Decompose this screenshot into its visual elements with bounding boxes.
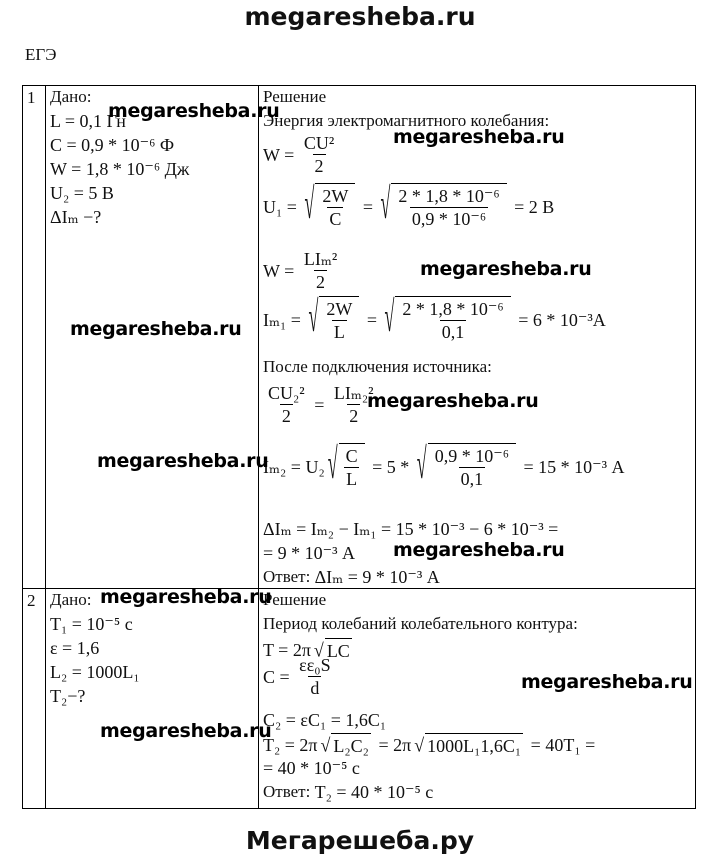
formula <box>263 518 558 540</box>
watermark: megaresheba.ru <box>100 720 272 742</box>
math-text: = 9 * 10⁻³ А <box>263 543 356 563</box>
radical-sign: √ <box>304 179 315 228</box>
solutions-table <box>22 85 696 809</box>
given-value: W = 1,8 * 10⁻⁶ Дж <box>50 159 190 179</box>
formula <box>263 733 595 757</box>
given-label: Дано: <box>50 87 92 106</box>
math-text: LC <box>326 641 350 661</box>
given-cell <box>46 589 259 809</box>
numerator: 2W <box>322 186 349 206</box>
math-text: = 6 * 10⁻³А <box>513 309 606 330</box>
math-text: = <box>358 196 378 217</box>
denominator: 0,1 <box>441 322 465 342</box>
numerator: CU² <box>303 133 335 153</box>
formula <box>263 757 360 779</box>
solution-text: После подключения источника: <box>263 357 492 376</box>
fraction <box>266 382 307 427</box>
math-text: = 5 * <box>367 456 414 477</box>
given-value: U₂ = 5 В <box>50 183 114 203</box>
square-root <box>321 733 371 757</box>
math-text: T₂ = 2π <box>263 735 318 755</box>
radical-sign: √ <box>327 439 338 488</box>
solution-cell <box>259 86 696 589</box>
solution-text: Энергия электромагнитного колебания: <box>263 111 550 130</box>
numerator: LIₘ² <box>303 249 338 269</box>
math-text: = <box>362 309 382 330</box>
section-label: ЕГЭ <box>25 45 57 64</box>
given-value: T₁ = 10⁻⁵ с <box>50 614 133 634</box>
math-text: U₁ = <box>263 196 302 217</box>
radicand <box>425 733 523 757</box>
radical-sign: √ <box>313 639 324 661</box>
task-number-cell <box>23 589 46 809</box>
denominator: 2 <box>349 406 359 426</box>
denominator: 0,9 * 10⁻⁶ <box>411 209 487 229</box>
fraction <box>433 445 511 490</box>
radicand <box>428 443 516 490</box>
numerator: εε₀S <box>299 655 331 675</box>
radical-sign: √ <box>384 292 395 341</box>
square-root <box>384 292 511 343</box>
formula <box>263 542 355 564</box>
math-text: L₂C₂ <box>333 736 369 756</box>
answer-label: Ответ: <box>263 782 315 801</box>
numerator: 2W <box>326 299 353 319</box>
denominator: L <box>346 469 358 489</box>
radicand <box>391 183 506 230</box>
radicand <box>319 296 359 343</box>
formula <box>263 439 625 490</box>
given-value: L = 0,1 Гн <box>50 111 126 131</box>
task-number: 2 <box>27 591 36 610</box>
math-text: = 2π <box>373 735 412 755</box>
math-text: C = <box>263 666 295 687</box>
watermark: megaresheba.ru <box>70 318 242 340</box>
denominator: L <box>333 322 345 342</box>
numerator: 2 * 1,8 * 10⁻⁶ <box>402 299 504 319</box>
fraction <box>320 185 350 230</box>
math-text: = 2 В <box>509 196 555 217</box>
math-text: = 40T₁ = <box>526 735 596 755</box>
math-text: ΔIₘ = 9 * 10⁻³ А <box>314 567 440 587</box>
denominator: 2 <box>316 272 326 292</box>
task-number: 1 <box>27 88 36 107</box>
radicand <box>315 183 355 230</box>
formula <box>263 382 379 427</box>
watermark: megaresheba.ru <box>108 100 280 122</box>
given-value: L₂ = 1000L₁ <box>50 662 140 682</box>
watermark: megaresheba.ru <box>521 671 693 693</box>
watermark: megaresheba.ru <box>100 586 272 608</box>
site-header: megaresheba.ru <box>244 2 476 31</box>
watermark: megaresheba.ru <box>393 126 565 148</box>
math-text: = 15 * 10⁻³ А <box>518 456 625 477</box>
math-text: T = 2π <box>263 640 311 660</box>
fraction <box>324 298 354 343</box>
given-label: Дано: <box>50 590 92 609</box>
formula <box>263 654 336 699</box>
square-root <box>308 292 359 343</box>
math-text: Iₘ₂ = U₂ <box>263 456 325 477</box>
denominator: d <box>310 678 320 698</box>
denominator: 0,1 <box>460 469 484 489</box>
math-text: = 40 * 10⁻⁵ с <box>263 758 360 778</box>
fraction <box>297 654 332 699</box>
fraction <box>344 445 360 490</box>
solution-label: Решение <box>263 87 327 106</box>
task-row-2 <box>23 589 696 809</box>
math-text: W = <box>263 260 299 281</box>
denominator: 2 <box>314 156 324 176</box>
given-value: C = 0,9 * 10⁻⁶ Ф <box>50 135 175 155</box>
given-value: ε = 1,6 <box>50 638 100 658</box>
fraction <box>302 248 339 293</box>
radicand <box>395 296 510 343</box>
square-root <box>327 439 365 490</box>
watermark: megaresheba.ru <box>367 390 539 412</box>
numerator: LIₘ₂² <box>333 383 374 403</box>
given-value: T₂−? <box>50 686 86 706</box>
watermark: megaresheba.ru <box>393 539 565 561</box>
radical-sign: √ <box>308 292 319 341</box>
math-text: C₂ = εC₁ = 1,6C₁ <box>263 710 387 730</box>
square-root <box>304 179 355 230</box>
formula <box>263 132 339 177</box>
math-text: W = <box>263 144 299 165</box>
given-value: ΔIₘ −? <box>50 207 102 227</box>
denominator: C <box>329 209 342 229</box>
solution-text: Период колебаний колебательного контура: <box>263 614 578 633</box>
radicand <box>339 443 365 490</box>
watermark: megaresheba.ru <box>420 258 592 280</box>
formula <box>263 781 433 803</box>
fraction <box>400 298 505 343</box>
radical-sign: √ <box>380 179 391 228</box>
math-text: T₂ = 40 * 10⁻⁵ с <box>314 782 434 802</box>
answer-label: Ответ: <box>263 567 315 586</box>
solution-cell <box>259 589 696 809</box>
fraction <box>396 185 501 230</box>
watermark: megaresheba.ru <box>97 450 269 472</box>
radical-sign: √ <box>320 734 331 756</box>
solution-label: Решение <box>263 590 327 609</box>
square-root <box>414 733 523 757</box>
site-footer: Мегарешеба.ру <box>245 826 475 855</box>
square-root <box>380 179 506 230</box>
formula <box>263 292 606 343</box>
math-text: = <box>309 394 329 415</box>
numerator: C <box>345 446 358 466</box>
numerator: 0,9 * 10⁻⁶ <box>434 446 509 466</box>
math-text: 1000L₁1,6C₁ <box>427 736 522 756</box>
formula <box>263 179 555 230</box>
denominator: 2 <box>281 406 291 426</box>
numerator: 2 * 1,8 * 10⁻⁶ <box>398 186 500 206</box>
square-root <box>416 439 516 490</box>
task-number-cell <box>23 86 46 589</box>
radicand <box>331 733 371 757</box>
radical-sign: √ <box>414 734 425 756</box>
numerator: CU₂² <box>268 383 305 403</box>
math-text: ΔIₘ = Iₘ₂ − Iₘ₁ = 15 * 10⁻³ − 6 * 10⁻³ = <box>263 519 559 539</box>
formula <box>263 566 440 588</box>
formula <box>263 709 386 731</box>
math-text: Iₘ₁ = <box>263 309 306 330</box>
formula <box>263 248 342 293</box>
radical-sign: √ <box>416 439 427 488</box>
